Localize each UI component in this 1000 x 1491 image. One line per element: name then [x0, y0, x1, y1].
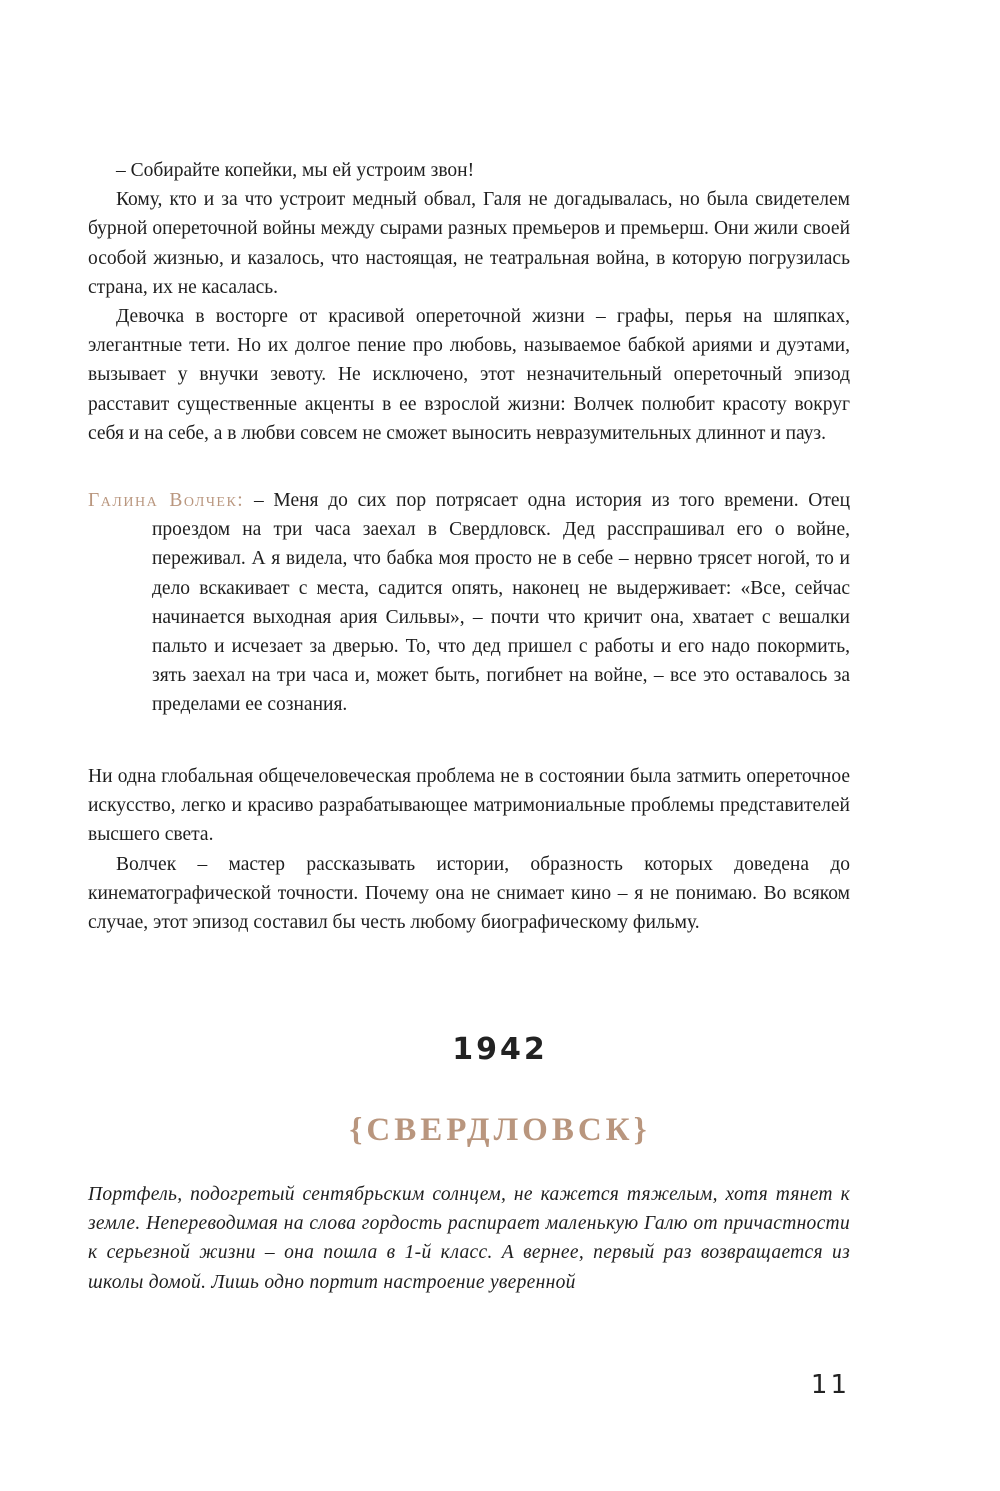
- section-year-heading: 1942: [452, 1032, 548, 1067]
- text-block-italic-intro: [88, 1180, 850, 1297]
- italic-intro-paragraph: Портфель, подогретый сентябрьским солнцем, не кажется тяжелым, хотя тянет к земле. Непереводимая на слова гордость распирает маленькую Галю от причастности к серьезной жизни – она пошла в 1-й класс. А вернее, первый раз возвращается из школы домой. Лишь одно портит настроение уверенной: [88, 1184, 850, 1293]
- paragraph: Волчек – мастер рассказывать истории, образность которых доведена до кинематографической точности. Почему она не снимает кино – я не понимаю. Во всяком случае, этот эпизод составил бы честь любому биографическому фильму.: [88, 853, 850, 934]
- paragraph: Кому, кто и за что устроит медный обвал, Галя не догадывалась, но была свидетелем бурной опереточной войны между сырами разных премьеров и премьерш. Они жили своей особой жизнью, и казалось, что настоящая, не театральная война, в которую погрузилась страна, их не касалась.: [88, 189, 850, 298]
- section-city-heading: {СВЕРДЛОВСК}: [349, 1112, 651, 1148]
- quote-paragraph: [88, 486, 850, 720]
- page-number: 11: [810, 1370, 850, 1400]
- text-block-top: [88, 156, 850, 448]
- paragraph: Ни одна глобальная общечеловеческая проблема не в состоянии была затмить опереточное искусство, легко и красиво разрабатывающее матримониальные проблемы представителей высшего света.: [88, 766, 850, 846]
- quote-block: [88, 486, 850, 720]
- quote-speaker: Галина Волчек:: [88, 490, 245, 511]
- paragraph: Девочка в восторге от красивой опереточной жизни – графы, перья на шляпках, элегантные тети. Но их долгое пение про любовь, называемое бабкой ариями и дуэтами, вызывает у внучки зевоту. Не исключено, этот незначительный опереточный эпизод расставит существенные акценты в ее взрослой жизни: Волчек полюбит красоту вокруг себя и на себе, а в любви совсем не сможет выносить невразумительных длиннот и пауз.: [88, 306, 850, 444]
- paragraph-dialogue: – Собирайте копейки, мы ей устроим звон!: [116, 160, 475, 181]
- quote-text: – Меня до сих пор потрясает одна история из того времени. Отец проездом на три часа заехал в Свердловск. Дед расспрашивал его о войне, переживал. А я видела, что бабка моя просто не в себе – нервно трясет ногой, то и дело вскакивает с места, садится опять, наконец не выдерживает: «Все, сейчас начинается выходная ария Сильвы», – почти что кричит она, хватает с вешалки пальто и исчезает за дверью. То, что дед пришел с работы и его надо покормить, зять заехал на три часа и, может быть, погибнет на войне, – все это оставалось за пределами ее сознания.: [152, 490, 851, 716]
- text-block-middle: [88, 762, 850, 937]
